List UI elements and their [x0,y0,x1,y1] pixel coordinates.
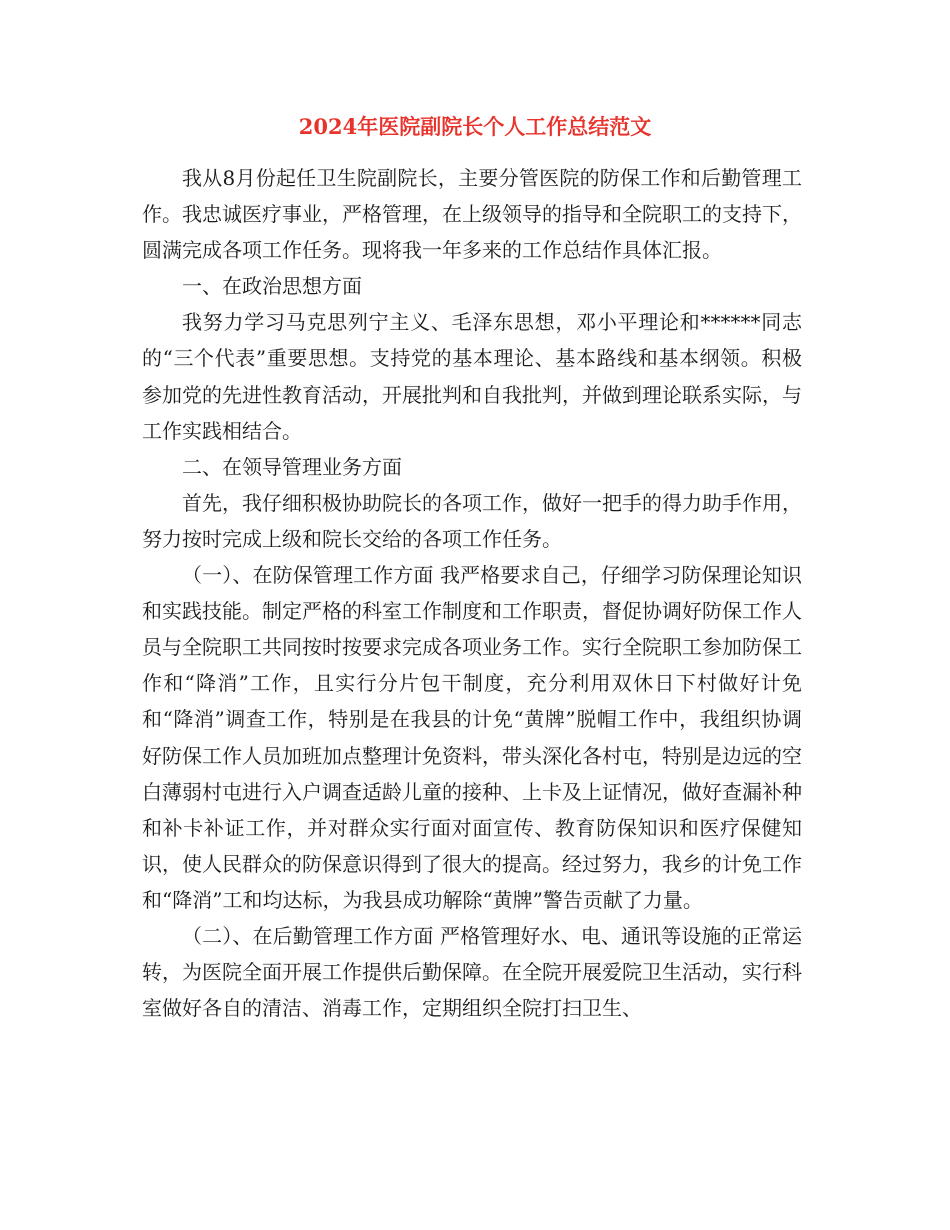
section-heading-management: 二、在领导管理业务方面 [182,454,402,479]
intro-paragraph: 我从8月份起任卫生院副院长，主要分管医院的防保工作和后勤管理工作。我忠诚医疗事业，严格管理，在上级领导的指导和全院职工的支持下，圆满完成各项工作任务。现将我一年多来的工作总结作具体汇报。 [142,166,802,263]
document-title: 2024年医院副院长个人工作总结范文 [298,114,652,139]
section-heading-political: 一、在政治思想方面 [182,274,362,299]
management-paragraph: 首先，我仔细积极协助院长的各项工作，做好一把手的得力助手作用，努力按时完成上级和院长交给的各项工作任务。 [142,490,802,551]
logistics-paragraph: （二）、在后勤管理工作方面 严格管理好水、电、通讯等设施的正常运转，为医院全面开展工作提供后勤保障。在全院开展爱院卫生活动，实行科室做好各自的清洁、消毒工作，定期组织全院打扫卫生、 [142,923,802,1021]
document-body [142,160,802,1026]
political-paragraph: 我努力学习马克思列宁主义、毛泽东思想，邓小平理论和******同志的“三个代表”重要思想。支持党的基本理论、基本路线和基本纲领。积极参加党的先进性教育活动，开展批判和自我批判，并做到理论联系实际，与工作实践相结合。 [142,310,802,443]
epidemic-prevention-paragraph: （一）、在防保管理工作方面 我严格要求自己，仔细学习防保理论知识和实践技能。制定严格的科室工作制度和工作职责，督促协调好防保工作人员与全院职工共同按时按要求完成各项业务工作。实行全院职工参加防保工作和“降消”工作，且实行分片包干制度，充分利用双休日下村做好计免和“降消”调查工作，特别是在我县的计免“黄牌”脱帽工作中，我组织协调好防保工作人员加班加点整理计免资料，带头深化各村屯，特别是边远的空白薄弱村屯进行入户调查适龄儿童的接种、上卡及上证情况，做好查漏补种和补卡补证工作，并对群众实行面对面宣传、教育防保知识和医疗保健知识，使人民群众的防保意识得到了很大的提高。经过努力，我乡的计免工作和“降消”工和均达标，为我县成功解除“黄牌”警告贡献了力量。 [142,563,802,912]
